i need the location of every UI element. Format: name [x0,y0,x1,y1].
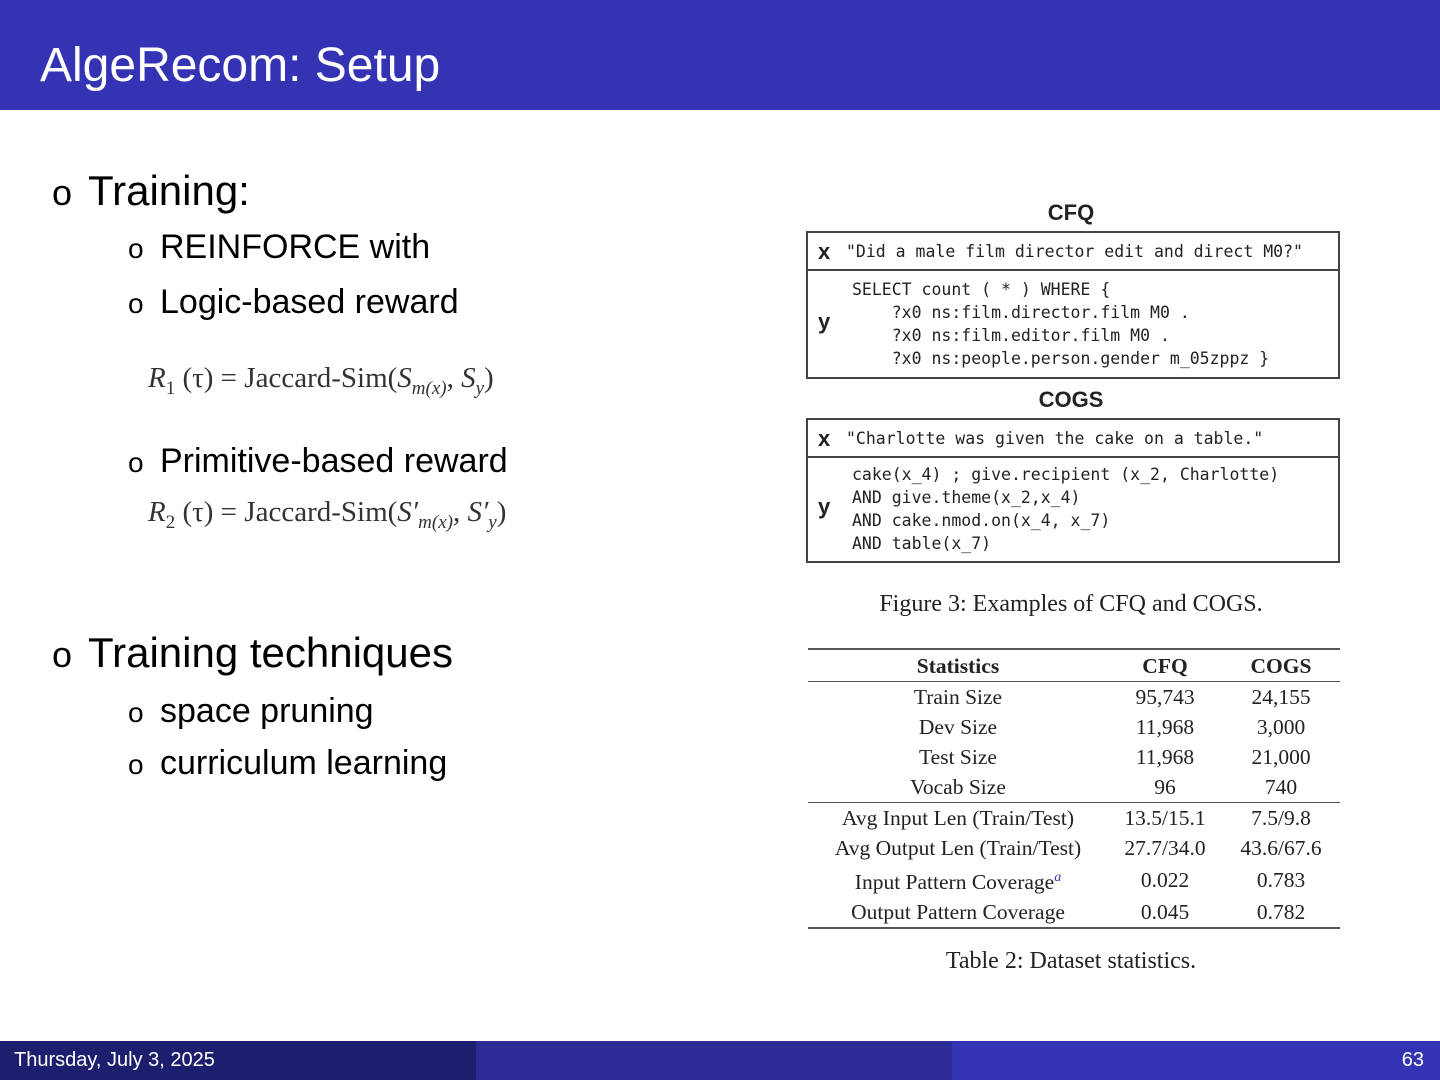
sub-bullet-label: Logic-based reward [160,283,459,321]
y-label: y [818,309,831,334]
table-cell: Train Size [913,685,1003,709]
sub-bullet-label: curriculum learning [160,744,448,782]
footer-date: Thursday, July 3, 2025 [14,1049,215,1071]
table-cell: 13.5/15.1 [1108,803,1222,834]
sub-bullet-space-pruning [128,690,374,734]
cogs-y-logical-form: cake(x_4) ; give.recipient (x_2, Charlotte) AND give.theme(x_2,x_4) AND cake.nmod.on(x_4, x_7) AND table(x_7) [852,465,1280,553]
table-cell: 0.782 [1222,897,1340,928]
cogs-x-row [808,420,1338,458]
table-header-cell: CFQ [1108,649,1222,682]
cogs-example-box [806,418,1340,563]
sub-bullet-curriculum-learning [128,742,447,786]
bullet-training-techniques [52,628,453,680]
figure-3-caption: Figure 3: Examples of CFQ and COGS. [879,591,1263,617]
bullet-marker: o [128,447,144,478]
table-cell: 11,968 [1135,745,1195,769]
table-row [808,712,1340,742]
table-cell: Dev Size [918,715,998,739]
table-cell: Test Size [919,745,997,769]
sub-bullet-logic-reward [128,281,459,325]
cfq-title: CFQ [1047,200,1095,225]
slide-title: AlgeRecom: Setup [40,39,441,92]
title-bar [0,0,1440,110]
table-cell: 3,000 [1256,715,1306,739]
table-row [808,863,1340,897]
dataset-statistics-table [808,648,1340,929]
bullet-label: Training: [88,167,250,214]
table-cell: Input Pattern Coverage$^a$ [854,870,1062,894]
table-row [808,897,1340,928]
table-cell: Vocab Size [910,775,1006,799]
table-row [808,772,1340,803]
table-cell: 0.045 [1108,897,1222,928]
table-cell: Output Pattern Coverage [808,897,1108,928]
bullet-marker: o [128,288,144,319]
table-cell: 740 [1264,775,1298,799]
bullet-marker: o [52,634,73,675]
table-cell: 0.022 [1140,868,1190,892]
table-cell: Avg Input Len (Train/Test) [808,803,1108,834]
footer-bar [0,1041,1440,1080]
formula-r1: $R_1$ (τ) = Jaccard-$Sim(S_{m(x)}$, $S_y$) [148,362,494,399]
bullet-marker: o [128,697,144,728]
x-label: x [818,239,831,264]
table-2-caption: Table 2: Dataset statistics. [945,948,1197,974]
sub-bullet-reinforce [128,226,430,270]
bullet-marker: o [128,749,144,780]
sub-bullet-label: REINFORCE with [160,228,431,266]
table-cell: 21,000 [1251,745,1311,769]
table-cell: 7.5/9.8 [1222,803,1340,834]
table-row [808,833,1340,863]
bullet-training [52,166,250,218]
table-row [808,682,1340,713]
cfq-y-query: SELECT count ( * ) WHERE { ?x0 ns:film.director.film M0 . ?x0 ns:film.editor.film M0 . ?x0 ns:people.person.gender m_05zppz } [852,280,1270,368]
footer-middle-segment [476,1041,952,1080]
formula-r2: $R_2$ (τ) = Jaccard-$Sim(S'_{m(x)}$, $S'_y$) [148,496,507,533]
footnote-mark: a [1054,870,1062,885]
bullet-marker: o [52,172,73,213]
table-header-cell: Statistics [808,649,1108,682]
y-label: y [818,494,831,519]
table-cell: 43.6/67.6 [1240,836,1322,860]
cfq-x-text: "Did a male film director edit and direct M0?" [846,242,1303,261]
sub-bullet-label: Primitive-based reward [160,442,508,480]
table-cell: 11,968 [1135,715,1195,739]
sub-bullet-primitive-reward [128,440,508,484]
table-cell: 27.7/34.0 [1124,836,1206,860]
footer-left-segment [0,1041,476,1080]
cogs-title: COGS [1038,387,1104,412]
table-header-row [808,649,1340,682]
cogs-x-text: "Charlotte was given the cake on a table." [846,429,1264,448]
table-cell: 95,743 [1135,685,1195,709]
table-cell: 0.783 [1256,868,1306,892]
table-row [808,803,1340,834]
page-number: 63 [1401,1049,1424,1071]
table-cell: Avg Output Len (Train/Test) [834,836,1082,860]
sub-bullet-label: space pruning [160,692,374,730]
table-header-cell: COGS [1222,649,1340,682]
footer-right-segment [952,1041,1440,1080]
table-cell: 96 [1154,775,1176,799]
bullet-label: Training techniques [88,629,453,676]
x-label: x [818,426,831,451]
cfq-example-box [806,231,1340,379]
cfq-x-row [808,233,1338,271]
bullet-marker: o [128,233,144,264]
table-cell: 24,155 [1251,685,1311,709]
table-row [808,742,1340,772]
